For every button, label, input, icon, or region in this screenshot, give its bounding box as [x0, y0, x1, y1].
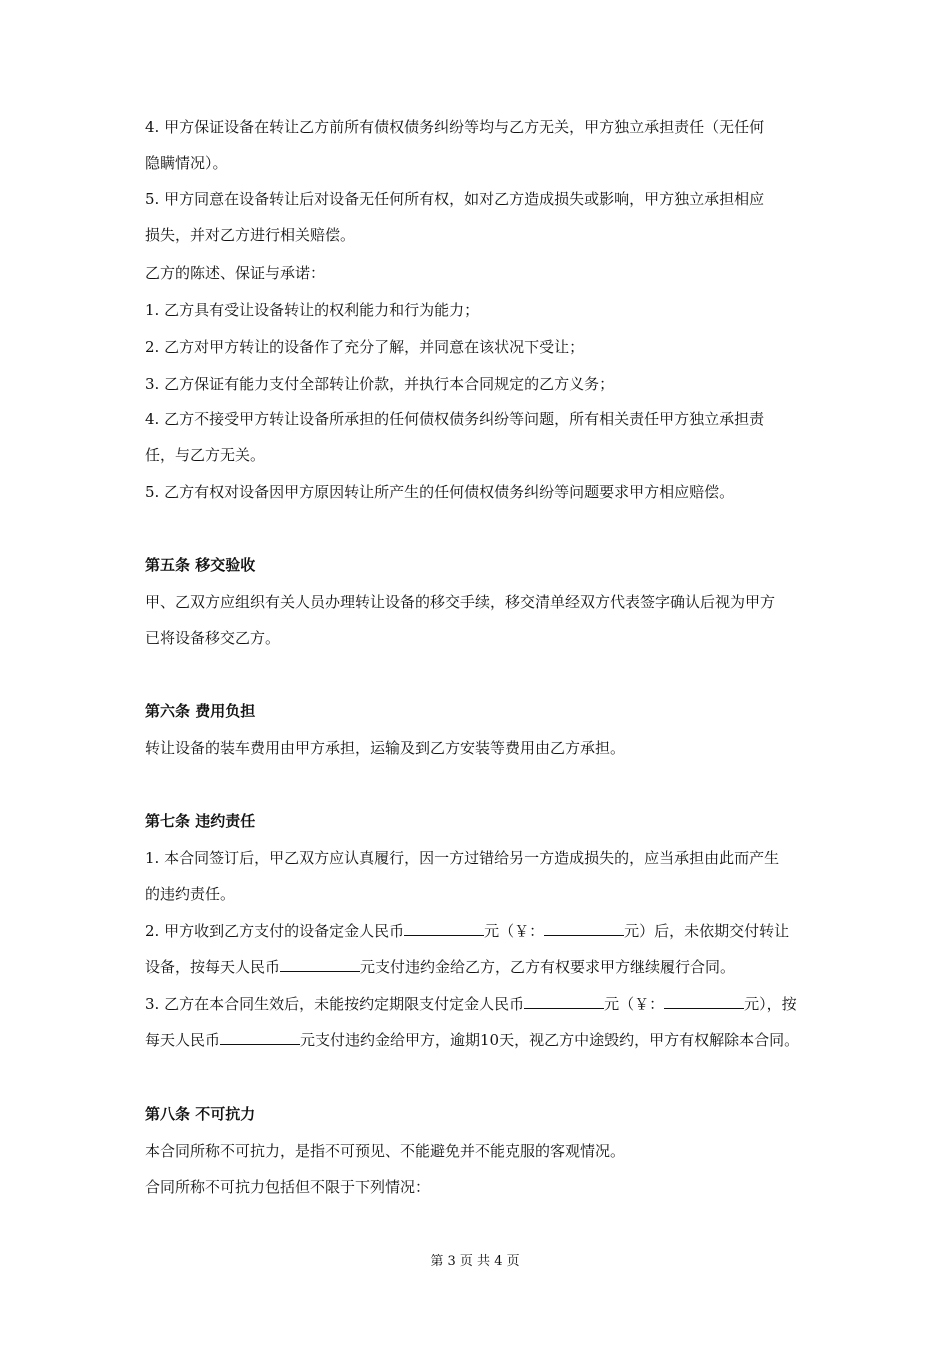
clause-line: 3. 乙方保证有能力支付全部转让价款，并执行本合同规定的乙方义务；: [145, 375, 615, 393]
clause-line-with-blanks: [145, 957, 735, 977]
text-segment: 元支付违约金给甲方，逾期10天，视乙方中途毁约，甲方有权解除本合同。: [300, 1031, 800, 1049]
clause-line: 5. 乙方有权对设备因甲方原因转让所产生的任何债权债务纠纷等问题要求甲方相应赔偿。: [145, 483, 735, 501]
clause-line: 损失，并对乙方进行相关赔偿。: [145, 226, 356, 244]
text-segment: 元）后，未依期交付转让: [624, 922, 790, 940]
clause-line: 任，与乙方无关。: [145, 446, 266, 464]
text-segment: 每天人民币: [145, 1031, 221, 1049]
clause-line-with-blanks: [145, 921, 789, 941]
clause-line: 1. 本合同签订后，甲乙双方应认真履行，因一方过错给另一方造成损失的，应当承担由此而产生: [145, 849, 780, 867]
section-heading-6: 第六条 费用负担: [145, 702, 256, 720]
text-segment: 元（￥：: [484, 922, 545, 940]
clause-line: 5. 甲方同意在设备转让后对设备无任何所有权，如对乙方造成损失或影响，甲方独立承担相应: [145, 190, 765, 208]
clause-line: 的违约责任。: [145, 885, 236, 903]
clause-line: 隐瞒情况）。: [145, 154, 228, 172]
clause-line: 4. 乙方不接受甲方转让设备所承担的任何债权债务纠纷等问题，所有相关责任甲方独立承担责: [145, 410, 765, 428]
clause-line: 转让设备的装车费用由甲方承担，运输及到乙方安装等费用由乙方承担。: [145, 739, 626, 757]
text-segment: 元支付违约金给乙方，乙方有权要求甲方继续履行合同。: [360, 958, 736, 976]
clause-line-with-blanks: [145, 994, 797, 1014]
clause-line: 合同所称不可抗力包括但不限于下列情况：: [145, 1178, 431, 1196]
clause-line: 本合同所称不可抗力，是指不可预见、不能避免并不能克服的客观情况。: [145, 1142, 626, 1160]
section-heading-7: 第七条 违约责任: [145, 812, 256, 830]
text-segment: 设备，按每天人民币: [145, 958, 281, 976]
clause-line-with-blanks: [145, 1030, 799, 1050]
text-segment: 2. 甲方收到乙方支付的设备定金人民币: [145, 922, 405, 940]
fill-blank[interactable]: [280, 957, 360, 972]
section-heading-5: 第五条 移交验收: [145, 556, 256, 574]
fill-blank[interactable]: [664, 994, 744, 1009]
fill-blank[interactable]: [544, 921, 624, 936]
fill-blank[interactable]: [220, 1030, 300, 1045]
section-heading-8: 第八条 不可抗力: [145, 1105, 256, 1123]
fill-blank[interactable]: [524, 994, 604, 1009]
clause-line: 甲、乙双方应组织有关人员办理转让设备的移交手续，移交清单经双方代表签字确认后视为甲方: [145, 593, 776, 611]
clause-line: 乙方的陈述、保证与承诺：: [145, 264, 326, 282]
text-segment: 元），按: [744, 995, 797, 1013]
text-segment: 元（￥：: [604, 995, 665, 1013]
clause-line: 1. 乙方具有受让设备转让的权利能力和行为能力；: [145, 301, 480, 319]
text-segment: 3. 乙方在本合同生效后，未能按约定期限支付定金人民币: [145, 995, 525, 1013]
clause-line: 4. 甲方保证设备在转让乙方前所有债权债务纠纷等均与乙方无关，甲方独立承担责任（无任何: [145, 118, 765, 136]
page-number-footer: 第 3 页 共 4 页: [430, 1254, 520, 1269]
fill-blank[interactable]: [404, 921, 484, 936]
clause-line: 已将设备移交乙方。: [145, 629, 281, 647]
clause-line: 2. 乙方对甲方转让的设备作了充分了解，并同意在该状况下受让；: [145, 338, 585, 356]
